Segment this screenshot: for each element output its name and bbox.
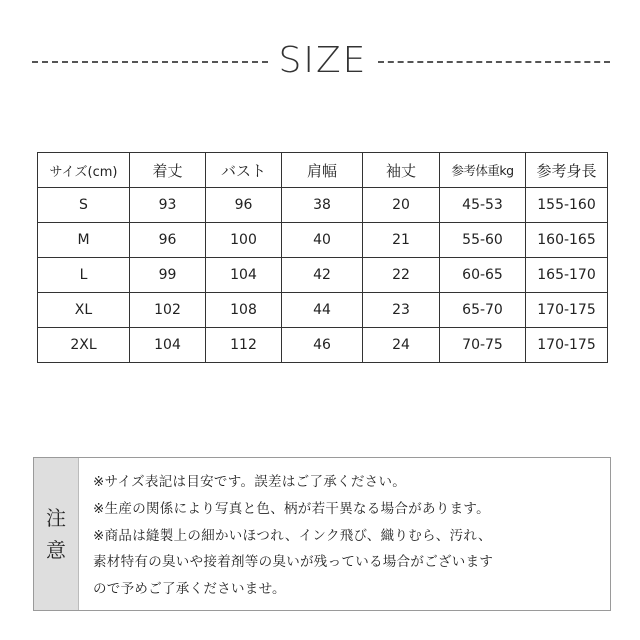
table-cell: 60-65 [440, 258, 526, 293]
table-row [38, 293, 608, 328]
notes-body [79, 458, 610, 610]
note-line: ※サイズ表記は目安です。誤差はご了承ください。 [93, 474, 407, 490]
table-cell: 108 [206, 293, 282, 328]
table-cell: 100 [206, 223, 282, 258]
header-size: サイズ(cm) [38, 153, 130, 188]
table-cell: M [38, 223, 130, 258]
table-cell: 70-75 [440, 328, 526, 363]
note-line: ので予めご了承くださいませ。 [93, 581, 286, 598]
table-cell: 24 [363, 328, 440, 363]
header-shoulder: 肩幅 [282, 153, 363, 188]
table-cell: 99 [130, 258, 206, 293]
table-cell: 40 [282, 223, 363, 258]
table-cell: 42 [282, 258, 363, 293]
note-line: ※商品は縫製上の細かいほつれ、インク飛び、織りむら、汚れ、 [93, 527, 492, 544]
table-cell: 44 [282, 293, 363, 328]
table-cell: 45-53 [440, 188, 526, 223]
table-cell: 96 [206, 188, 282, 223]
table-cell: XL [38, 293, 130, 328]
size-table [37, 152, 608, 363]
table-cell: 170-175 [526, 293, 608, 328]
note-line: 素材特有の臭いや接着剤等の臭いが残っている場合がございます [93, 554, 494, 571]
table-header-row [38, 153, 608, 188]
table-cell: 160-165 [526, 223, 608, 258]
note-line: ※生産の関係により写真と色、柄が若干異なる場合があります。 [93, 500, 490, 517]
table-row [38, 188, 608, 223]
table-cell: 65-70 [440, 293, 526, 328]
table-cell: 170-175 [526, 328, 608, 363]
notes-box [33, 457, 611, 611]
table-cell: L [38, 258, 130, 293]
table-cell: 104 [206, 258, 282, 293]
header-length: 着丈 [130, 153, 206, 188]
table-cell: 20 [363, 188, 440, 223]
title-divider-left [32, 61, 268, 63]
header-height: 参考身長 [526, 153, 608, 188]
title-row [0, 38, 640, 84]
page-title: SIZE [278, 40, 368, 81]
table-row [38, 258, 608, 293]
table-cell: 165-170 [526, 258, 608, 293]
table-cell: 21 [363, 223, 440, 258]
table-cell: 23 [363, 293, 440, 328]
table-cell: 2XL [38, 328, 130, 363]
table-cell: 155-160 [526, 188, 608, 223]
table-cell: 38 [282, 188, 363, 223]
notes-label-char: 注 [46, 506, 66, 530]
header-bust: バスト [206, 153, 282, 188]
table-cell: 96 [130, 223, 206, 258]
table-row [38, 328, 608, 363]
title-divider-right [378, 61, 610, 63]
table-cell: 104 [130, 328, 206, 363]
table-cell: 55-60 [440, 223, 526, 258]
table-cell: S [38, 188, 130, 223]
table-cell: 102 [130, 293, 206, 328]
table-cell: 46 [282, 328, 363, 363]
table-cell: 22 [363, 258, 440, 293]
header-weight: 参考体重kg [440, 153, 526, 188]
table-cell: 112 [206, 328, 282, 363]
notes-label [34, 458, 79, 610]
table-cell: 93 [130, 188, 206, 223]
header-sleeve: 袖丈 [363, 153, 440, 188]
notes-label-char: 意 [46, 538, 66, 562]
table-row [38, 223, 608, 258]
